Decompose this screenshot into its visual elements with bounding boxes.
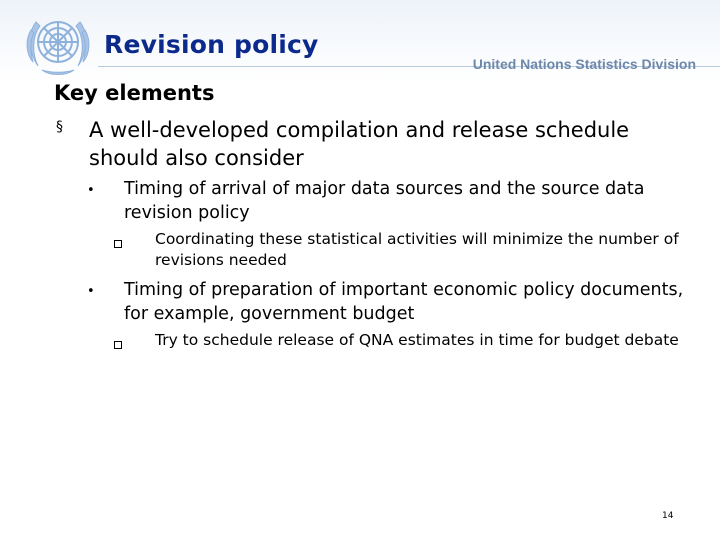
sub-bullet-text: Try to schedule release of QNA estimates in time for budget debate: [155, 331, 679, 349]
page-number: 14: [662, 511, 674, 521]
level1-text: A well-developed compilation and release schedule should also consider: [89, 118, 630, 170]
organization-name: United Nations Statistics Division: [472, 56, 696, 72]
sub-bullet-marker: [114, 240, 122, 248]
slide-title: Revision policy: [104, 30, 319, 59]
section-heading: Key elements: [54, 81, 215, 105]
level1-marker: §: [56, 119, 63, 135]
bullet-text: Timing of arrival of major data sources and the source data revision policy: [124, 179, 645, 223]
bullet-marker: •: [87, 284, 95, 299]
sub-bullet-marker: [114, 341, 122, 349]
bullet-text: Timing of preparation of important economic policy documents, for example, government budget: [124, 280, 684, 324]
sub-bullet-text: Coordinating these statistical activities will minimize the number of revisions needed: [155, 230, 679, 269]
un-emblem-icon: [18, 8, 98, 80]
bullet-marker: •: [87, 183, 95, 198]
